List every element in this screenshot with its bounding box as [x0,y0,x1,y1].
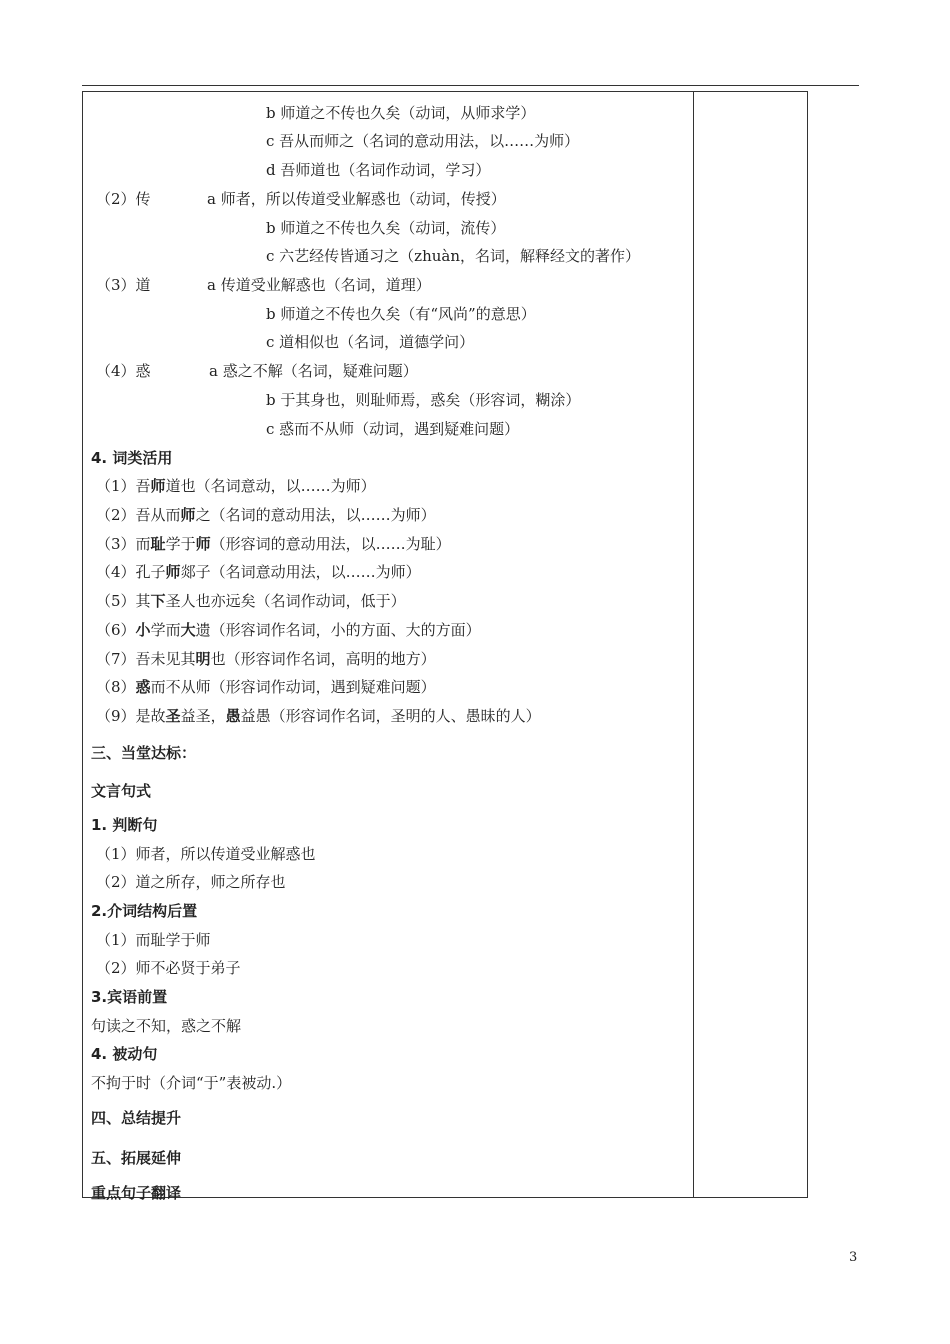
table-column-divider [693,91,694,1198]
subsection-title: 4. 被动句 [91,1045,158,1063]
sense-line: a 惑之不解（名词，疑难问题） [209,362,418,380]
usage-item: （3）而耻学于师（形容词的意动用法，以……为耻） [96,535,451,553]
sense-line: b 师道之不传也久矣（动词，从师求学） [266,104,536,122]
usage-item: （7）吾未见其明也（形容词作名词，高明的地方） [96,650,436,668]
sense-line: c 惑而不从师（动词，遇到疑难问题） [266,420,520,438]
usage-item: （5）其下圣人也亦远矣（名词作动词，低于） [96,592,406,610]
sentence-item: （2）道之所存，师之所存也 [96,873,286,891]
sentence-item: （1）而耻学于师 [96,931,211,949]
subsection-title: 2.介词结构后置 [91,902,198,920]
subsection-title: 3.宾语前置 [91,988,168,1006]
sense-head: （3）道 [96,276,151,294]
section-title: 三、当堂达标： [91,744,197,762]
sense-line: a 师者，所以传道受业解惑也（动词，传授） [207,190,506,208]
sense-line: d 吾师道也（名词作动词，学习） [266,161,491,179]
usage-item: （2）吾从而师之（名词的意动用法，以……为师） [96,506,436,524]
sentence-item: 不拘于时（介词“于”表被动.） [91,1074,292,1092]
usage-item: （1）吾师道也（名词意动，以……为师） [96,477,376,495]
sense-head: （4）惑 [96,362,151,380]
sense-line: c 道相似也（名词，道德学问） [266,333,475,351]
sense-line: b 于其身也，则耻师焉，惑矣（形容词，糊涂） [266,391,581,409]
sense-line: b 师道之不传也久矣（动词，流传） [266,219,506,237]
sentence-item: （2）师不必贤于弟子 [96,959,241,977]
subsection-title: 文言句式 [91,782,152,800]
section-title: 4. 词类活用 [91,449,173,467]
subsection-title: 重点句子翻译 [91,1184,182,1202]
subsection-title: 1. 判断句 [91,816,158,834]
sense-line: c 吾从而师之（名词的意动用法，以……为师） [266,132,580,150]
sense-line: a 传道受业解惑也（名词，道理） [207,276,431,294]
sense-head: （2）传 [96,190,151,208]
section-title: 四、总结提升 [91,1109,182,1127]
usage-item: （9）是故圣益圣，愚益愚（形容词作名词，圣明的人、愚昧的人） [96,707,541,725]
sense-line: c 六艺经传皆通习之（zhuàn，名词，解释经文的著作） [266,247,640,265]
header-rule [82,85,859,86]
usage-item: （4）孔子师郯子（名词意动用法，以……为师） [96,563,421,581]
sentence-item: 句读之不知，惑之不解 [91,1017,242,1035]
section-title: 五、拓展延伸 [91,1149,182,1167]
sentence-item: （1）师者，所以传道受业解惑也 [96,845,316,863]
usage-item: （8）惑而不从师（形容词作动词，遇到疑难问题） [96,678,436,696]
usage-item: （6）小学而大遗（形容词作名词，小的方面、大的方面） [96,621,481,639]
page-number: 3 [849,1250,858,1265]
sense-line: b 师道之不传也久矣（有“风尚”的意思） [266,305,536,323]
